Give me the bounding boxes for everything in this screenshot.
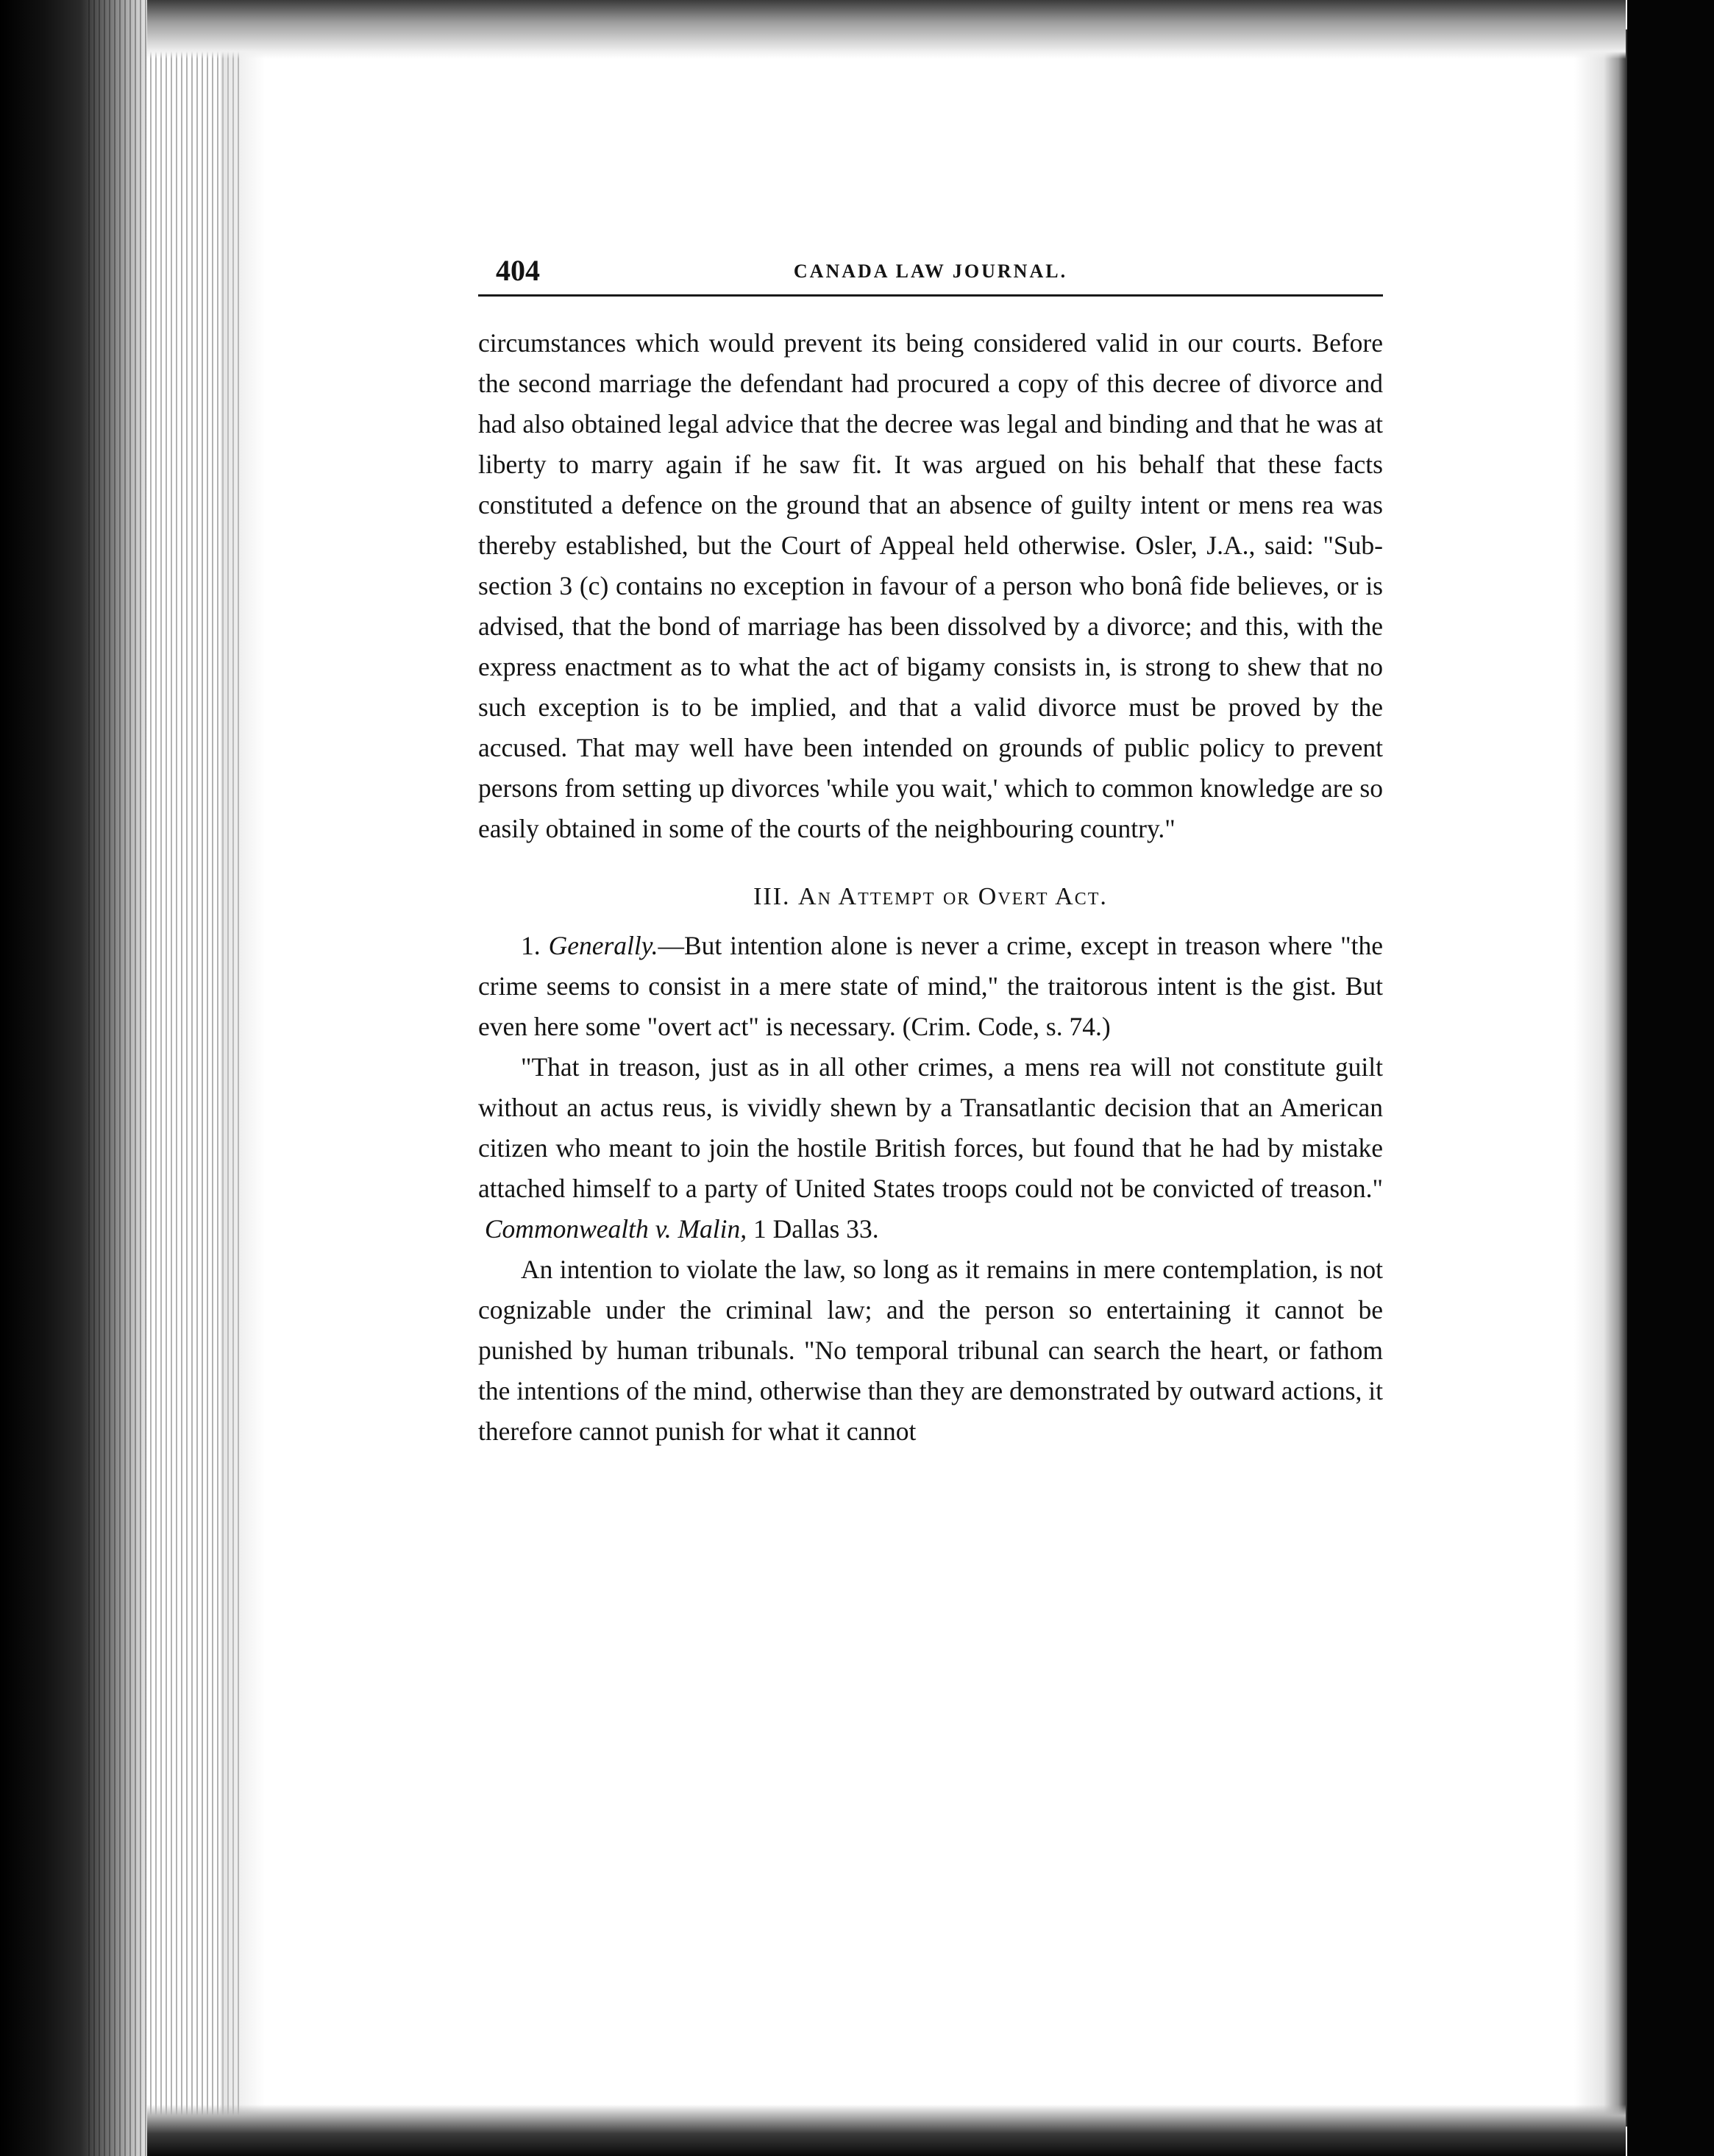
paragraph-intention: An intention to violate the law, so long as it remains in mere contemplation, is not cognizable under the criminal law; and the person so entertaining it cannot be punished by human tribunals. "No temporal tribunal can search the heart, or fathom the intentions of the mind, otherwise than they are demonstrated by outward actions, it therefore cannot punish for what it cannot (478, 1255, 1383, 1446)
bottom-scan-shadow (147, 2104, 1626, 2156)
gutter-fade (221, 0, 265, 2156)
paragraph-continued: circumstances which would prevent its being considered valid in our courts. Before the second marriage the defendant had procured a copy of this decree of divorce and had also obtained legal advice that the decree was legal and binding and that he was at liberty to marry again if he saw fit. It was argued on his behalf that these facts constituted a defence on the ground that an absence of guilty intent or mens rea was thereby established, but the Court of Appeal held otherwise. Osler, J.A., said: "Sub-section 3 (c) contains no exception in favour of a person who bonâ fide believes, or is advised, that the bond of marriage has been dissolved by a divorce; and this, with the express enactment as to what the act of bigamy consists in, is strong to shew that no such exception is to be implied, and that a valid divorce must be proved by the accused. That may well have been intended on grounds of public policy to prevent persons from setting up divorces 'while you wait,' which to common knowledge are so easily obtained in some of the courts of the neighbouring country." (478, 328, 1383, 843)
right-scan-edge (1627, 0, 1714, 2156)
page-number: 404 (496, 254, 540, 287)
top-scan-shadow (147, 0, 1626, 59)
paragraph-text: —But intention alone is never a crime, except in treason where "the crime seems to consist in a mere state of mind," the traitorous intent is the gist. But even here some "overt act" is necessary. (Crim. Code, s. 74.) (478, 931, 1383, 1041)
page-edge-lines (88, 0, 243, 2156)
paragraph-generally (478, 926, 1383, 1047)
right-page-curl (1574, 29, 1627, 2127)
paragraph-number: 1. (521, 931, 541, 960)
body-text (478, 323, 1383, 1452)
case-citation-reference: 1 Dallas 33. (753, 1214, 879, 1244)
paragraph-text: "That in treason, just as in all other crimes, a mens rea will not constitute guilt without an actus reus, is vividly shewn by a Transatlantic decision that an American citizen who meant to join the hostile British forces, but found that he had by mistake attached himself to a party of United States troops could not be convicted of treason." (478, 1052, 1383, 1203)
journal-title: CANADA LAW JOURNAL. (793, 260, 1068, 282)
paragraph-treason-quote (478, 1047, 1383, 1249)
section-heading (478, 883, 1383, 911)
page-content (478, 250, 1383, 1452)
case-citation: Commonwealth v. Malin, (484, 1214, 747, 1244)
section-title: An Attempt or Overt Act. (798, 883, 1108, 910)
paragraph-subheading: Generally. (548, 931, 658, 960)
running-head (478, 250, 1383, 297)
section-numeral: III. (753, 883, 791, 910)
